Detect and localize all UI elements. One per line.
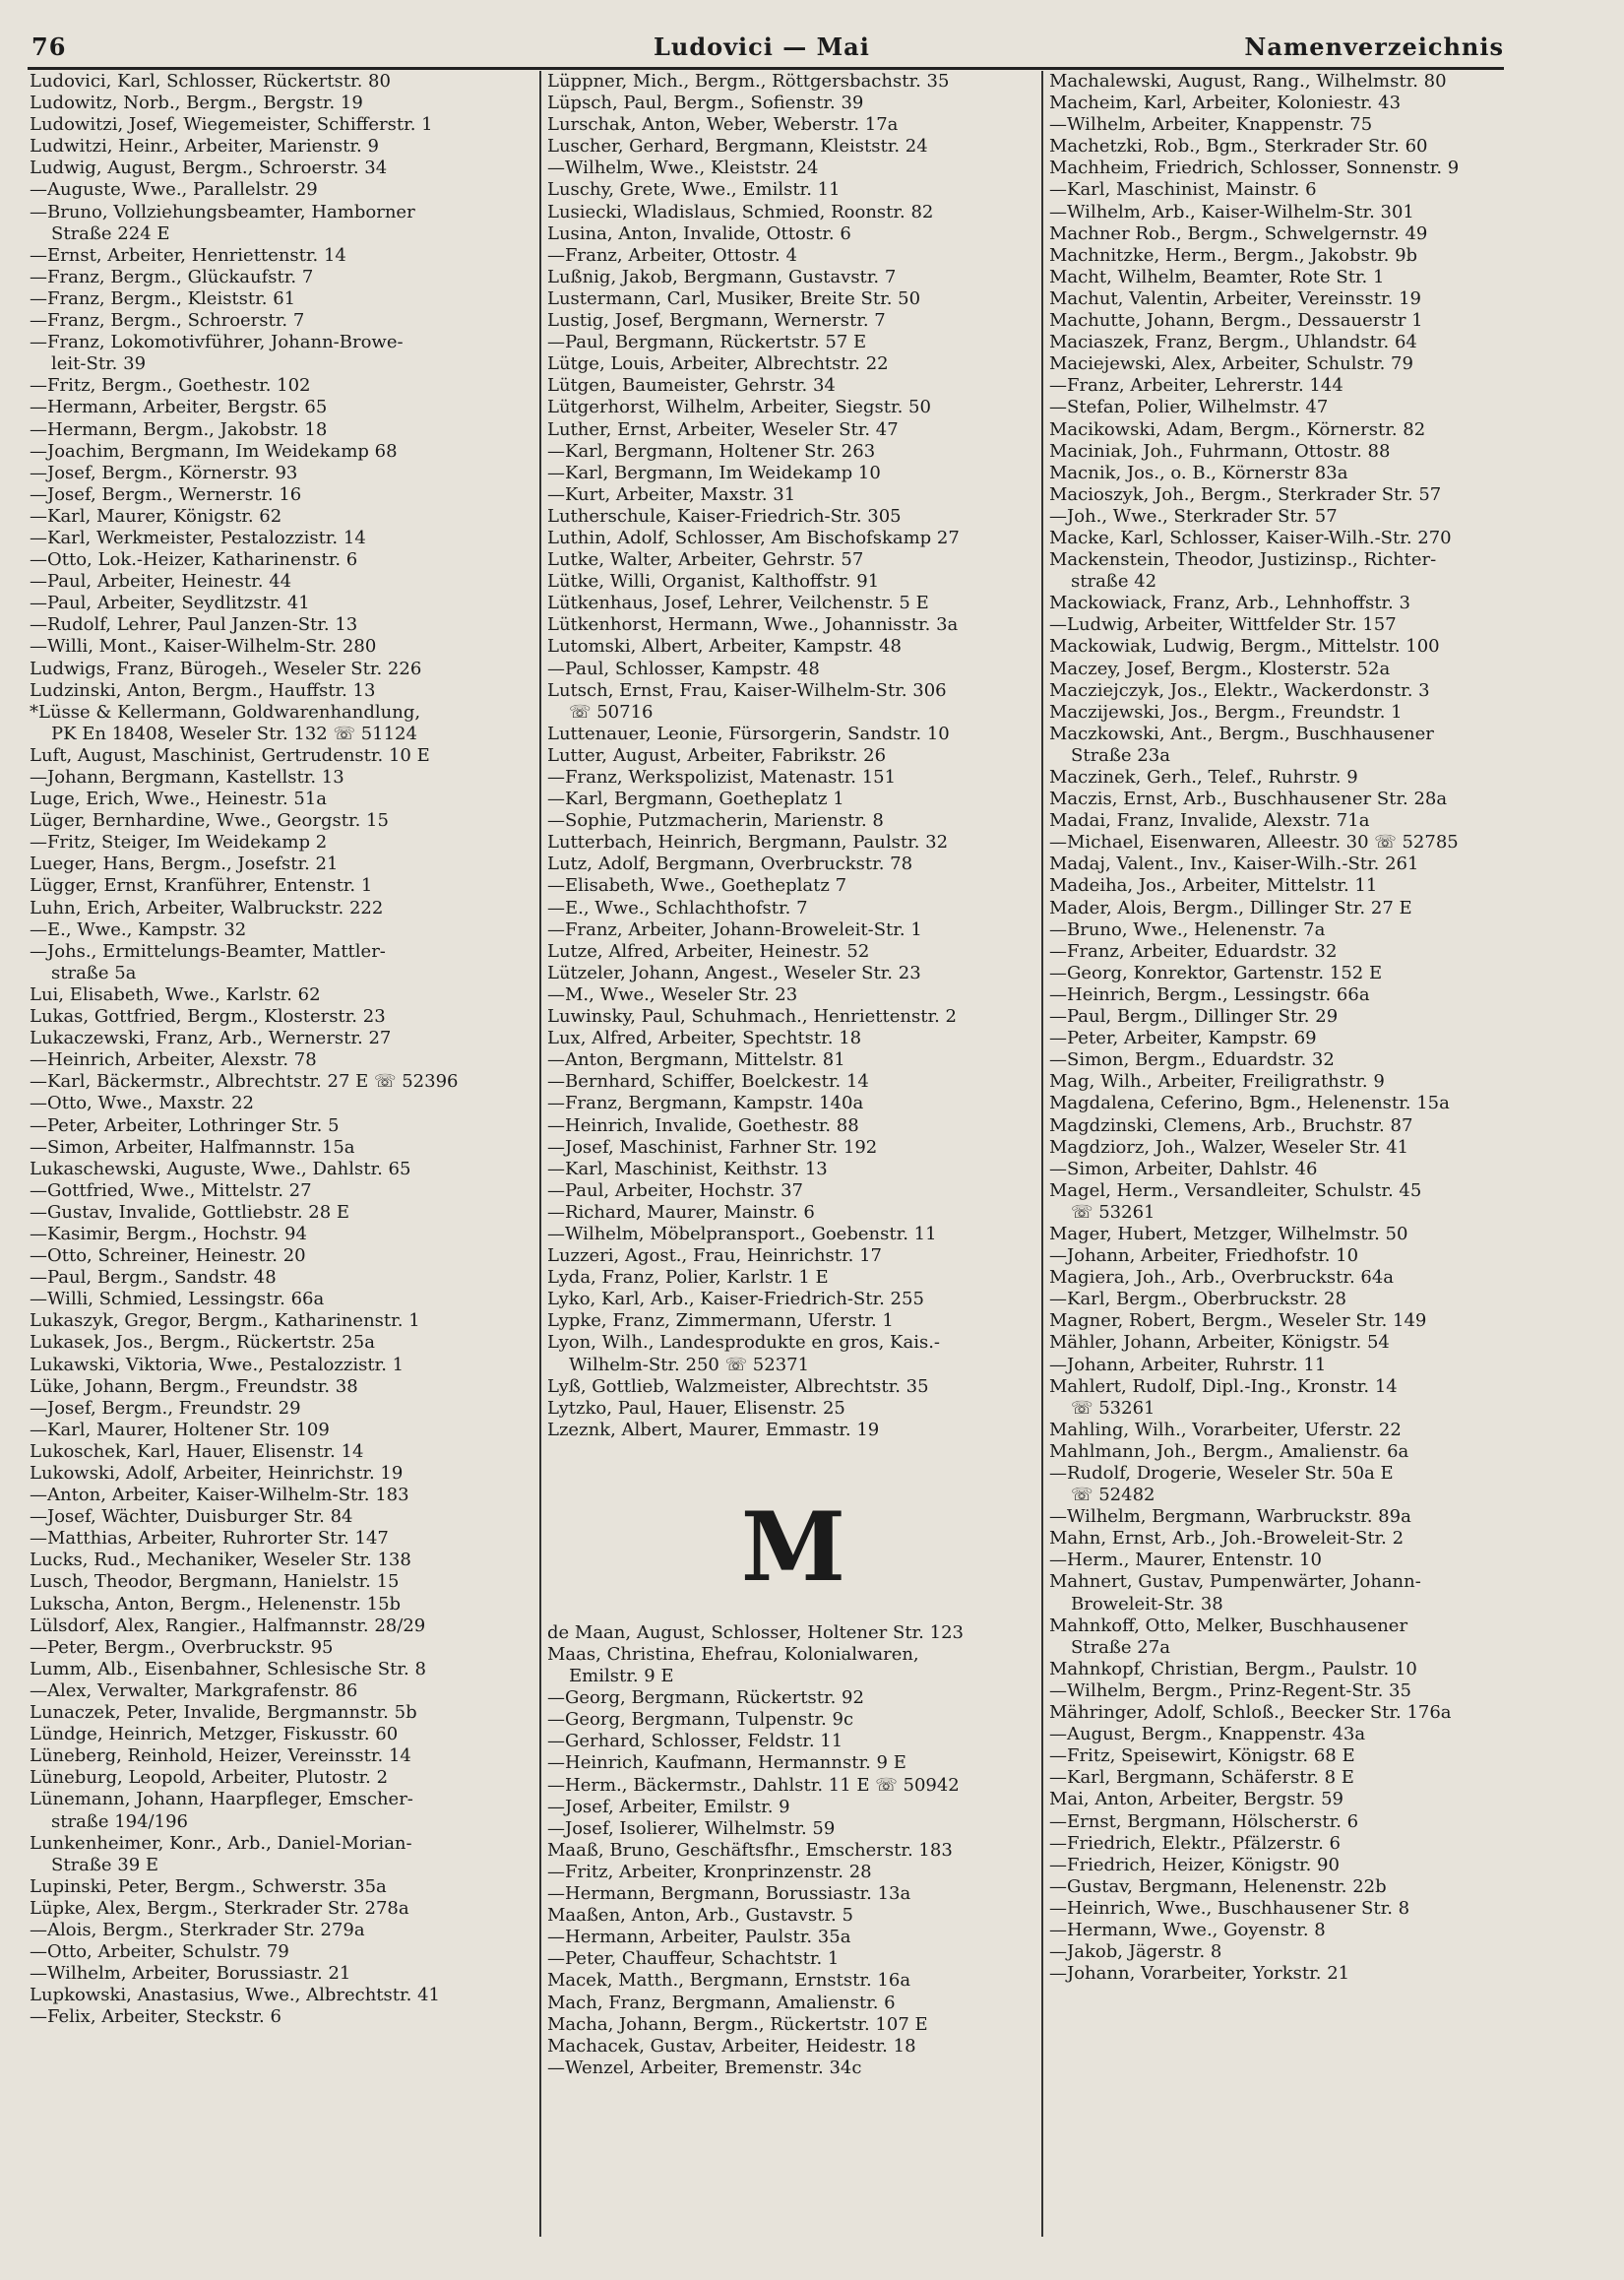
directory-entry: —Paul, Arbeiter, Heinestr. 44 bbox=[30, 571, 292, 593]
directory-entry: Lumm, Alb., Eisenbahner, Schlesische Str. 8 bbox=[30, 1658, 426, 1679]
directory-entry: —Johann, Arbeiter, Friedhofstr. 10 bbox=[1049, 1245, 1359, 1267]
directory-entry: Maciejewski, Alex, Arbeiter, Schulstr. 79 bbox=[1049, 353, 1413, 375]
directory-entry: Maczinek, Gerh., Telef., Ruhrstr. 9 bbox=[1049, 767, 1358, 788]
directory-entry: Magiera, Joh., Arb., Overbruckstr. 64a bbox=[1049, 1267, 1395, 1289]
directory-entry: Macke, Karl, Schlosser, Kaiser-Wilh.-Str. 270 bbox=[1049, 527, 1452, 548]
directory-entry: —Otto, Lok.-Heizer, Katharinenstr. 6 bbox=[30, 549, 358, 571]
directory-entry: ☏ 50716 bbox=[569, 701, 654, 723]
directory-entry: —Sophie, Putzmacherin, Marienstr. 8 bbox=[547, 810, 884, 832]
section-title: Namenverzeichnis bbox=[1244, 32, 1504, 61]
directory-entry: Lukasek, Jos., Bergm., Rückertstr. 25a bbox=[30, 1332, 375, 1354]
directory-entry: —Josef, Bergm., Wernerstr. 16 bbox=[30, 483, 302, 505]
directory-entry: Lypke, Franz, Zimmermann, Uferstr. 1 bbox=[547, 1310, 894, 1332]
directory-entry: Lüppner, Mich., Bergm., Röttgersbachstr. 35 bbox=[547, 71, 950, 92]
directory-entry: Macht, Wilhelm, Beamter, Rote Str. 1 bbox=[1049, 266, 1385, 287]
directory-entry: PK En 18408, Weseler Str. 132 ☏ 51124 bbox=[51, 723, 417, 744]
directory-entry: —Wilhelm, Arbeiter, Borussiastr. 21 bbox=[30, 1963, 351, 1985]
directory-entry: —Joh., Wwe., Sterkrader Str. 57 bbox=[1049, 505, 1338, 527]
directory-entry: Lux, Alfred, Arbeiter, Spechtstr. 18 bbox=[547, 1028, 862, 1049]
directory-entry: de Maan, August, Schlosser, Holtener Str. 123 bbox=[547, 1621, 964, 1643]
directory-entry: Mahnkoff, Otto, Melker, Buschhausener bbox=[1049, 1615, 1408, 1636]
directory-entry: —Willi, Schmied, Lessingstr. 66a bbox=[30, 1289, 325, 1310]
running-title: Ludovici — Mai bbox=[654, 32, 870, 61]
directory-entry: Lukawski, Viktoria, Wwe., Pestalozzistr. 1 bbox=[30, 1354, 405, 1375]
directory-entry: —Josef, Maschinist, Farhner Str. 192 bbox=[547, 1136, 878, 1158]
directory-entry: Mag, Wilh., Arbeiter, Freiligrathstr. 9 bbox=[1049, 1071, 1385, 1093]
directory-entry: —Heinrich, Invalide, Goethestr. 88 bbox=[547, 1114, 859, 1136]
directory-entry: —Franz, Arbeiter, Lehrerstr. 144 bbox=[1049, 375, 1343, 397]
directory-entry: leit-Str. 39 bbox=[51, 353, 147, 375]
directory-entry: Lukas, Gottfried, Bergm., Klosterstr. 23 bbox=[30, 1006, 386, 1028]
directory-entry: Mader, Alois, Bergm., Dillinger Str. 27 E bbox=[1049, 897, 1412, 918]
directory-entry: —Karl, Bergmann, Goetheplatz 1 bbox=[547, 789, 844, 810]
directory-entry: Lukscha, Anton, Bergm., Helenenstr. 15b bbox=[30, 1593, 402, 1615]
directory-entry: Machutte, Johann, Bergm., Dessauerstr 1 bbox=[1049, 310, 1423, 332]
directory-entry: Ludowitz, Norb., Bergm., Bergstr. 19 bbox=[30, 93, 363, 114]
directory-entry: —Georg, Bergmann, Tulpenstr. 9c bbox=[547, 1709, 854, 1731]
directory-entry: —Fritz, Steiger, Im Weidekamp 2 bbox=[30, 832, 328, 854]
directory-entry: Macha, Johann, Bergm., Rückertstr. 107 E bbox=[547, 2013, 928, 2035]
directory-entry: —Gerhard, Schlosser, Feldstr. 11 bbox=[547, 1731, 843, 1752]
directory-entry: Lutke, Walter, Arbeiter, Gehrstr. 57 bbox=[547, 549, 864, 571]
directory-entry: —Kurt, Arbeiter, Maxstr. 31 bbox=[547, 483, 796, 505]
directory-entry: Magdalena, Ceferino, Bgm., Helenenstr. 15a bbox=[1049, 1093, 1450, 1114]
directory-entry: —Johann, Bergmann, Kastellstr. 13 bbox=[30, 767, 344, 788]
directory-entry: Mackowiak, Ludwig, Bergm., Mittelstr. 100 bbox=[1049, 636, 1440, 658]
directory-entry: Lustig, Josef, Bergmann, Wernerstr. 7 bbox=[547, 310, 886, 332]
directory-entry: —Hermann, Bergm., Jakobstr. 18 bbox=[30, 418, 328, 440]
directory-entry: Lukoschek, Karl, Hauer, Elisenstr. 14 bbox=[30, 1440, 364, 1462]
directory-entry: Lukaczewski, Franz, Arb., Wernerstr. 27 bbox=[30, 1028, 392, 1049]
directory-entry: —Rudolf, Drogerie, Weseler Str. 50a E bbox=[1049, 1463, 1394, 1484]
directory-entry: —Heinrich, Bergm., Lessingstr. 66a bbox=[1049, 983, 1370, 1005]
directory-entry: Luft, August, Maschinist, Gertrudenstr. 10 E bbox=[30, 744, 430, 766]
directory-entry: —Hermann, Bergmann, Borussiastr. 13a bbox=[547, 1883, 911, 1905]
directory-entry: —Bruno, Wwe., Helenenstr. 7a bbox=[1049, 918, 1326, 940]
directory-entry: Maczijewski, Jos., Bergm., Freundstr. 1 bbox=[1049, 701, 1403, 723]
directory-entry: —Hermann, Arbeiter, Bergstr. 65 bbox=[30, 397, 328, 418]
directory-entry: Maczis, Ernst, Arb., Buschhausener Str. 28a bbox=[1049, 789, 1448, 810]
directory-entry: —Gustav, Bergmann, Helenenstr. 22b bbox=[1049, 1875, 1387, 1897]
directory-entry: —Willi, Mont., Kaiser-Wilhelm-Str. 280 bbox=[30, 636, 377, 658]
directory-entry: Maaßen, Anton, Arb., Gustavstr. 5 bbox=[547, 1905, 853, 1927]
directory-entry: ☏ 52482 bbox=[1071, 1485, 1156, 1506]
directory-entry: —Anton, Bergmann, Mittelstr. 81 bbox=[547, 1049, 845, 1071]
directory-entry: ☏ 53261 bbox=[1071, 1201, 1156, 1223]
directory-entry: Mai, Anton, Arbeiter, Bergstr. 59 bbox=[1049, 1789, 1344, 1810]
directory-entry: —Peter, Bergm., Overbruckstr. 95 bbox=[30, 1636, 334, 1658]
directory-entry: —Johann, Vorarbeiter, Yorkstr. 21 bbox=[1049, 1963, 1350, 1985]
directory-entry: —Franz, Arbeiter, Johann-Broweleit-Str. 1 bbox=[547, 918, 922, 940]
directory-entry: straße 194/196 bbox=[51, 1810, 188, 1832]
directory-entry: *Lüsse & Kellermann, Goldwarenhandlung, bbox=[30, 701, 421, 723]
directory-entry: —Josef, Bergm., Körnerstr. 93 bbox=[30, 462, 298, 483]
directory-entry: —Peter, Chauffeur, Schachtstr. 1 bbox=[547, 1948, 840, 1970]
directory-entry: —Franz, Bergm., Glückaufstr. 7 bbox=[30, 266, 314, 287]
directory-entry: Lutter, August, Arbeiter, Fabrikstr. 26 bbox=[547, 744, 887, 766]
directory-entry: —Friedrich, Elektr., Pfälzerstr. 6 bbox=[1049, 1832, 1341, 1854]
directory-entry: Machut, Valentin, Arbeiter, Vereinsstr. 19 bbox=[1049, 287, 1421, 309]
directory-entry: Lündge, Heinrich, Metzger, Fiskusstr. 60 bbox=[30, 1724, 399, 1745]
directory-entry: —Wilhelm, Bergmann, Warbruckstr. 89a bbox=[1049, 1506, 1411, 1528]
directory-entry: —Paul, Arbeiter, Seydlitzstr. 41 bbox=[30, 593, 310, 614]
directory-entry: Ludzinski, Anton, Bergm., Hauffstr. 13 bbox=[30, 679, 376, 701]
directory-entry: —Franz, Bergm., Kleiststr. 61 bbox=[30, 287, 296, 309]
directory-entry: —Peter, Arbeiter, Kampstr. 69 bbox=[1049, 1028, 1317, 1049]
directory-entry: Luthin, Adolf, Schlosser, Am Bischofskamp 27 bbox=[547, 527, 960, 548]
directory-entry: Lütke, Willi, Organist, Kalthoffstr. 91 bbox=[547, 571, 880, 593]
directory-entry: Lüneberg, Reinhold, Heizer, Vereinsstr. 14 bbox=[30, 1745, 411, 1767]
directory-entry: —Karl, Bergmann, Im Weidekamp 10 bbox=[547, 462, 881, 483]
column-middle-top bbox=[547, 71, 1039, 1441]
directory-entry: —Otto, Schreiner, Heinestr. 20 bbox=[30, 1245, 306, 1267]
directory-entry: Magdziorz, Joh., Walzer, Weseler Str. 41 bbox=[1049, 1136, 1409, 1158]
directory-entry: —Felix, Arbeiter, Steckstr. 6 bbox=[30, 2006, 281, 2028]
directory-entry: —Franz, Werkspolizist, Matenastr. 151 bbox=[547, 767, 897, 788]
directory-entry: —Simon, Bergm., Eduardstr. 32 bbox=[1049, 1049, 1335, 1071]
directory-entry: Luttenauer, Leonie, Fürsorgerin, Sandstr. 10 bbox=[547, 723, 950, 744]
directory-entry: Lui, Elisabeth, Wwe., Karlstr. 62 bbox=[30, 983, 321, 1005]
directory-entry: —Franz, Bergmann, Kampstr. 140a bbox=[547, 1093, 864, 1114]
directory-entry: —Michael, Eisenwaren, Alleestr. 30 ☏ 52785 bbox=[1049, 832, 1459, 854]
directory-entry: —Heinrich, Kaufmann, Hermannstr. 9 E bbox=[547, 1752, 906, 1774]
directory-entry: Lytzko, Paul, Hauer, Elisenstr. 25 bbox=[547, 1397, 845, 1419]
directory-entry: —Johann, Arbeiter, Ruhrstr. 11 bbox=[1049, 1354, 1327, 1375]
section-letter: M bbox=[740, 1490, 846, 1603]
directory-entry: —Ernst, Arbeiter, Henriettenstr. 14 bbox=[30, 244, 346, 266]
directory-entry: Lukaszyk, Gregor, Bergm., Katharinenstr. 1 bbox=[30, 1310, 420, 1332]
directory-entry: Straße 23a bbox=[1071, 744, 1170, 766]
directory-entry: Lunaczek, Peter, Invalide, Bergmannstr. 5b bbox=[30, 1702, 417, 1724]
directory-entry: Luzzeri, Agost., Frau, Heinrichstr. 17 bbox=[547, 1245, 883, 1267]
directory-entry: —Karl, Maschinist, Keithstr. 13 bbox=[547, 1158, 828, 1179]
directory-entry: —Wilhelm, Bergm., Prinz-Regent-Str. 35 bbox=[1049, 1679, 1411, 1701]
directory-entry: Macheim, Karl, Arbeiter, Koloniestr. 43 bbox=[1049, 93, 1402, 114]
directory-entry: —Paul, Bergm., Sandstr. 48 bbox=[30, 1267, 277, 1289]
column-right bbox=[1049, 71, 1512, 1985]
directory-entry: Lurschak, Anton, Weber, Weberstr. 17a bbox=[547, 114, 899, 136]
directory-entry: —Simon, Arbeiter, Dahlstr. 46 bbox=[1049, 1158, 1318, 1179]
directory-entry: Machner Rob., Bergm., Schwelgernstr. 49 bbox=[1049, 222, 1428, 244]
directory-entry: —Auguste, Wwe., Parallelstr. 29 bbox=[30, 179, 318, 201]
directory-entry: —Richard, Maurer, Mainstr. 6 bbox=[547, 1201, 815, 1223]
directory-entry: Lüpke, Alex, Bergm., Sterkrader Str. 278a bbox=[30, 1897, 409, 1919]
column-left bbox=[30, 71, 531, 2028]
directory-entry: Macek, Matth., Bergmann, Ernststr. 16a bbox=[547, 1970, 911, 1992]
directory-entry: —Kasimir, Bergm., Hochstr. 94 bbox=[30, 1223, 307, 1244]
directory-entry: —Wilhelm, Wwe., Kleiststr. 24 bbox=[547, 158, 819, 179]
directory-entry: Mahlmann, Joh., Bergm., Amalienstr. 6a bbox=[1049, 1440, 1409, 1462]
spacer bbox=[547, 1441, 1039, 1485]
directory-entry: —Herm., Bäckermstr., Dahlstr. 11 E ☏ 50942 bbox=[547, 1774, 960, 1796]
directory-entry: Macziejczyk, Jos., Elektr., Wackerdonstr. 3 bbox=[1049, 679, 1430, 701]
directory-entry: Lukowski, Adolf, Arbeiter, Heinrichstr. 19 bbox=[30, 1463, 404, 1484]
directory-entry: —Otto, Arbeiter, Schulstr. 79 bbox=[30, 1941, 289, 1963]
directory-entry: —Georg, Bergmann, Rückertstr. 92 bbox=[547, 1687, 864, 1709]
directory-entry: —Heinrich, Wwe., Buschhausener Str. 8 bbox=[1049, 1897, 1410, 1919]
directory-entry: —Otto, Wwe., Maxstr. 22 bbox=[30, 1093, 254, 1114]
page-number: 76 bbox=[31, 32, 67, 61]
directory-entry: Luther, Ernst, Arbeiter, Weseler Str. 47 bbox=[547, 418, 899, 440]
directory-entry: —Bernhard, Schiffer, Boelckestr. 14 bbox=[547, 1071, 869, 1093]
directory-entry: —Friedrich, Heizer, Königstr. 90 bbox=[1049, 1854, 1340, 1875]
directory-entry: —Fritz, Bergm., Goethestr. 102 bbox=[30, 375, 311, 397]
directory-entry: Lunkenheimer, Konr., Arb., Daniel-Morian- bbox=[30, 1832, 412, 1854]
directory-entry: —Josef, Bergm., Freundstr. 29 bbox=[30, 1397, 301, 1419]
directory-entry: —Karl, Maurer, Königstr. 62 bbox=[30, 505, 282, 527]
directory-entry: Lupinski, Peter, Bergm., Schwerstr. 35a bbox=[30, 1875, 387, 1897]
directory-entry: —Karl, Maurer, Holtener Str. 109 bbox=[30, 1419, 330, 1440]
directory-entry: Ludowitzi, Josef, Wiegemeister, Schifferstr. 1 bbox=[30, 114, 433, 136]
directory-entry: —Karl, Bergmann, Schäferstr. 8 E bbox=[1049, 1767, 1354, 1789]
directory-entry: Lütkenhorst, Hermann, Wwe., Johannisstr. 3a bbox=[547, 614, 959, 636]
directory-entry: —Paul, Schlosser, Kampstr. 48 bbox=[547, 658, 820, 679]
directory-entry: Macnik, Jos., o. B., Körnerstr 83a bbox=[1049, 462, 1348, 483]
directory-entry: Mach, Franz, Bergmann, Amalienstr. 6 bbox=[547, 1992, 896, 2013]
directory-entry: —August, Bergm., Knappenstr. 43a bbox=[1049, 1724, 1366, 1745]
directory-entry: —Matthias, Arbeiter, Ruhrorter Str. 147 bbox=[30, 1528, 389, 1550]
directory-entry: Lüke, Johann, Bergm., Freundstr. 38 bbox=[30, 1375, 358, 1397]
directory-entry: —Alex, Verwalter, Markgrafenstr. 86 bbox=[30, 1679, 358, 1701]
directory-entry: Maczkowski, Ant., Bergm., Buschhausener bbox=[1049, 723, 1434, 744]
directory-entry: Madeiha, Jos., Arbeiter, Mittelstr. 11 bbox=[1049, 875, 1378, 897]
directory-entry: —Paul, Bergm., Dillinger Str. 29 bbox=[1049, 1006, 1339, 1028]
directory-entry: —Franz, Arbeiter, Ottostr. 4 bbox=[547, 244, 797, 266]
directory-entry: Madaj, Valent., Inv., Kaiser-Wilh.-Str. 261 bbox=[1049, 854, 1419, 875]
directory-entry: —Elisabeth, Wwe., Goetheplatz 7 bbox=[547, 875, 847, 897]
directory-entry: Lutomski, Albert, Arbeiter, Kampstr. 48 bbox=[547, 636, 902, 658]
directory-entry: —Paul, Bergmann, Rückertstr. 57 E bbox=[547, 332, 867, 353]
directory-entry: Lustermann, Carl, Musiker, Breite Str. 50 bbox=[547, 287, 921, 309]
directory-entry: Mähringer, Adolf, Schloß., Beecker Str. 176a bbox=[1049, 1702, 1452, 1724]
directory-entry: Lüneburg, Leopold, Arbeiter, Plutostr. 2 bbox=[30, 1767, 389, 1789]
directory-entry: Lyß, Gottlieb, Walzmeister, Albrechtstr. 35 bbox=[547, 1375, 929, 1397]
directory-entry: Lusch, Theodor, Bergmann, Hanielstr. 15 bbox=[30, 1571, 400, 1593]
directory-entry: Mahnkopf, Christian, Bergm., Paulstr. 10 bbox=[1049, 1658, 1417, 1679]
directory-entry: straße 42 bbox=[1071, 571, 1157, 593]
directory-entry: —Wenzel, Arbeiter, Bremenstr. 34c bbox=[547, 2057, 862, 2078]
directory-entry: Lutze, Alfred, Arbeiter, Heinestr. 52 bbox=[547, 940, 870, 962]
directory-entry: Ludovici, Karl, Schlosser, Rückertstr. 80 bbox=[30, 71, 391, 92]
directory-entry: —Karl, Werkmeister, Pestalozzistr. 14 bbox=[30, 527, 366, 548]
directory-entry: Machetzki, Rob., Bgm., Sterkrader Str. 60 bbox=[1049, 136, 1428, 158]
directory-entry: Lütgen, Baumeister, Gehrstr. 34 bbox=[547, 375, 836, 397]
directory-entry: —Alois, Bergm., Sterkrader Str. 279a bbox=[30, 1919, 365, 1940]
directory-entry: Ludwigs, Franz, Bürogeh., Weseler Str. 226 bbox=[30, 658, 422, 679]
directory-entry: Lutz, Adolf, Bergmann, Overbruckstr. 78 bbox=[547, 854, 913, 875]
directory-entry: Lusina, Anton, Invalide, Ottostr. 6 bbox=[547, 222, 851, 244]
directory-entry: Magner, Robert, Bergm., Weseler Str. 149 bbox=[1049, 1310, 1427, 1332]
directory-entry: Luge, Erich, Wwe., Heinestr. 51a bbox=[30, 789, 328, 810]
directory-entry: Lutsch, Ernst, Frau, Kaiser-Wilhelm-Str. 306 bbox=[547, 679, 947, 701]
directory-entry: Lzeznk, Albert, Maurer, Emmastr. 19 bbox=[547, 1419, 880, 1440]
directory-entry: Lyda, Franz, Polier, Karlstr. 1 E bbox=[547, 1267, 829, 1289]
directory-entry: Lügger, Ernst, Kranführer, Entenstr. 1 bbox=[30, 875, 373, 897]
directory-entry: —Franz, Bergm., Schroerstr. 7 bbox=[30, 310, 305, 332]
directory-entry: ☏ 53261 bbox=[1071, 1397, 1156, 1419]
directory-entry: Emilstr. 9 E bbox=[569, 1666, 674, 1687]
directory-entry: —Peter, Arbeiter, Lothringer Str. 5 bbox=[30, 1114, 340, 1136]
directory-entry: —E., Wwe., Kampstr. 32 bbox=[30, 918, 247, 940]
directory-entry: —Ludwig, Arbeiter, Wittfelder Str. 157 bbox=[1049, 614, 1397, 636]
directory-entry: Lüger, Bernhardine, Wwe., Georgstr. 15 bbox=[30, 810, 389, 832]
directory-entry: Ludwitzi, Heinr., Arbeiter, Marienstr. 9 bbox=[30, 136, 379, 158]
directory-entry: Lupkowski, Anastasius, Wwe., Albrechtstr. 41 bbox=[30, 1985, 440, 2006]
directory-entry: Luscher, Gerhard, Bergmann, Kleiststr. 24 bbox=[547, 136, 928, 158]
directory-entry: Machalewski, August, Rang., Wilhelmstr. 80 bbox=[1049, 71, 1447, 92]
directory-entry: Maciaszek, Franz, Bergm., Uhlandstr. 64 bbox=[1049, 332, 1417, 353]
directory-entry: Lünemann, Johann, Haarpfleger, Emscher- bbox=[30, 1789, 413, 1810]
directory-entry: —Fritz, Speisewirt, Königstr. 68 E bbox=[1049, 1745, 1355, 1767]
directory-entry: —Josef, Wächter, Duisburger Str. 84 bbox=[30, 1506, 353, 1528]
directory-entry: —Bruno, Vollziehungsbeamter, Hamborner bbox=[30, 201, 415, 222]
directory-entry: Luhn, Erich, Arbeiter, Walbruckstr. 222 bbox=[30, 897, 384, 918]
directory-entry: Lucks, Rud., Mechaniker, Weseler Str. 138 bbox=[30, 1550, 411, 1571]
directory-entry: Luwinsky, Paul, Schuhmach., Henriettenstr. 2 bbox=[547, 1006, 957, 1028]
directory-entry: Machacek, Gustav, Arbeiter, Heidestr. 18 bbox=[547, 2035, 916, 2057]
directory-entry: Magdzinski, Clemens, Arb., Bruchstr. 87 bbox=[1049, 1114, 1413, 1136]
directory-entry: —Herm., Maurer, Entenstr. 10 bbox=[1049, 1550, 1322, 1571]
directory-entry: Lußnig, Jakob, Bergmann, Gustavstr. 7 bbox=[547, 266, 897, 287]
directory-entry: Lütgerhorst, Wilhelm, Arbeiter, Siegstr. 50 bbox=[547, 397, 931, 418]
directory-entry: —Josef, Isolierer, Wilhelmstr. 59 bbox=[547, 1817, 836, 1839]
directory-entry: Straße 27a bbox=[1071, 1636, 1170, 1658]
directory-entry: —Hermann, Wwe., Goyenstr. 8 bbox=[1049, 1919, 1326, 1940]
directory-entry: —Wilhelm, Möbelpransport., Goebenstr. 11 bbox=[547, 1223, 937, 1244]
directory-entry: Mahlert, Rudolf, Dipl.-Ing., Kronstr. 14 bbox=[1049, 1375, 1398, 1397]
directory-entry: —Simon, Arbeiter, Halfmannstr. 15a bbox=[30, 1136, 355, 1158]
directory-entry: Mackenstein, Theodor, Justizinsp., Richter- bbox=[1049, 549, 1437, 571]
directory-entry: Lyko, Karl, Arb., Kaiser-Friedrich-Str. 255 bbox=[547, 1289, 924, 1310]
directory-entry: Straße 224 E bbox=[51, 222, 170, 244]
directory-entry: Lütkenhaus, Josef, Lehrer, Veilchenstr. 5 E bbox=[547, 593, 929, 614]
directory-entry: Straße 39 E bbox=[51, 1854, 159, 1875]
directory-entry: —Karl, Bergmann, Holtener Str. 263 bbox=[547, 440, 876, 462]
directory-entry: Maczey, Josef, Bergm., Klosterstr. 52a bbox=[1049, 658, 1391, 679]
directory-entry: —Karl, Bergm., Oberbruckstr. 28 bbox=[1049, 1289, 1346, 1310]
directory-entry: Lütge, Louis, Arbeiter, Albrechtstr. 22 bbox=[547, 353, 889, 375]
directory-entry: —Gustav, Invalide, Gottliebstr. 28 E bbox=[30, 1201, 350, 1223]
directory-entry: —Heinrich, Arbeiter, Alexstr. 78 bbox=[30, 1049, 317, 1071]
directory-entry: Mackowiack, Franz, Arb., Lehnhoffstr. 3 bbox=[1049, 593, 1410, 614]
directory-entry: Ludwig, August, Bergm., Schroerstr. 34 bbox=[30, 158, 388, 179]
directory-entry: Mager, Hubert, Metzger, Wilhelmstr. 50 bbox=[1049, 1223, 1408, 1244]
directory-entry: Madai, Franz, Invalide, Alexstr. 71a bbox=[1049, 810, 1370, 832]
directory-entry: —Karl, Bäckermstr., Albrechtstr. 27 E ☏ 52396 bbox=[30, 1071, 459, 1093]
directory-entry: Magel, Herm., Versandleiter, Schulstr. 45 bbox=[1049, 1179, 1422, 1201]
directory-entry: straße 5a bbox=[51, 962, 137, 983]
directory-entry: —Franz, Arbeiter, Eduardstr. 32 bbox=[1049, 940, 1338, 962]
column-divider bbox=[539, 71, 541, 2237]
directory-entry: —Franz, Lokomotivführer, Johann-Browe- bbox=[30, 332, 404, 353]
directory-entry: Lülsdorf, Alex, Rangier., Halfmannstr. 28/29 bbox=[30, 1615, 426, 1636]
directory-entry: —Anton, Arbeiter, Kaiser-Wilhelm-Str. 183 bbox=[30, 1485, 409, 1506]
directory-entry: —Wilhelm, Arb., Kaiser-Wilhelm-Str. 301 bbox=[1049, 201, 1414, 222]
directory-entry: Wilhelm-Str. 250 ☏ 52371 bbox=[569, 1354, 810, 1375]
directory-entry: —Fritz, Arbeiter, Kronprinzenstr. 28 bbox=[547, 1861, 872, 1882]
directory-entry: Macikowski, Adam, Bergm., Körnerstr. 82 bbox=[1049, 418, 1426, 440]
directory-entry: —Karl, Maschinist, Mainstr. 6 bbox=[1049, 179, 1317, 201]
directory-entry: Lusiecki, Wladislaus, Schmied, Roonstr. 82 bbox=[547, 201, 934, 222]
directory-entry: —Rudolf, Lehrer, Paul Janzen-Str. 13 bbox=[30, 614, 358, 636]
directory-entry: Mahnert, Gustav, Pumpenwärter, Johann- bbox=[1049, 1571, 1421, 1593]
directory-entry: —Johs., Ermittelungs-Beamter, Mattler- bbox=[30, 940, 386, 962]
directory-entry: —Paul, Arbeiter, Hochstr. 37 bbox=[547, 1179, 803, 1201]
directory-entry: Macioszyk, Joh., Bergm., Sterkrader Str. 57 bbox=[1049, 483, 1442, 505]
directory-entry: Maas, Christina, Ehefrau, Kolonialwaren, bbox=[547, 1644, 919, 1665]
header-rule bbox=[28, 67, 1504, 70]
directory-entry: Luschy, Grete, Wwe., Emilstr. 11 bbox=[547, 179, 841, 201]
directory-entry: —Ernst, Bergmann, Hölscherstr. 6 bbox=[1049, 1810, 1359, 1832]
column-middle-bottom bbox=[547, 1622, 1039, 2079]
directory-entry: Mahn, Ernst, Arb., Joh.-Broweleit-Str. 2 bbox=[1049, 1528, 1405, 1550]
page-header bbox=[28, 30, 1504, 65]
directory-entry: Mähler, Johann, Arbeiter, Königstr. 54 bbox=[1049, 1332, 1390, 1354]
directory-entry: Lukaschewski, Auguste, Wwe., Dahlstr. 65 bbox=[30, 1158, 411, 1179]
directory-entry: Lutherschule, Kaiser-Friedrich-Str. 305 bbox=[547, 505, 902, 527]
directory-entry: —E., Wwe., Schlachthofstr. 7 bbox=[547, 897, 808, 918]
directory-entry: Machheim, Friedrich, Schlosser, Sonnenstr. 9 bbox=[1049, 158, 1460, 179]
directory-entry: Lyon, Wilh., Landesprodukte en gros, Kais.- bbox=[547, 1332, 941, 1354]
directory-entry: —Jakob, Jägerstr. 8 bbox=[1049, 1941, 1222, 1963]
directory-entry: Maaß, Bruno, Geschäftsfhr., Emscherstr. 183 bbox=[547, 1839, 953, 1861]
directory-entry: Maciniak, Joh., Fuhrmann, Ottostr. 88 bbox=[1049, 440, 1391, 462]
directory-entry: —Wilhelm, Arbeiter, Knappenstr. 75 bbox=[1049, 114, 1373, 136]
directory-entry: Lueger, Hans, Bergm., Josefstr. 21 bbox=[30, 854, 339, 875]
directory-entry: —Josef, Arbeiter, Emilstr. 9 bbox=[547, 1796, 790, 1817]
directory-entry: —Hermann, Arbeiter, Paulstr. 35a bbox=[547, 1927, 851, 1948]
directory-entry: Lutterbach, Heinrich, Bergmann, Paulstr. 32 bbox=[547, 832, 949, 854]
directory-entry: —Gottfried, Wwe., Mittelstr. 27 bbox=[30, 1179, 312, 1201]
directory-entry: Lüpsch, Paul, Bergm., Sofienstr. 39 bbox=[547, 93, 864, 114]
column-divider bbox=[1041, 71, 1043, 2237]
directory-entry: Mahling, Wilh., Vorarbeiter, Uferstr. 22 bbox=[1049, 1419, 1402, 1440]
directory-entry: Broweleit-Str. 38 bbox=[1071, 1593, 1223, 1615]
directory-entry: Lützeler, Johann, Angest., Weseler Str. 23 bbox=[547, 962, 921, 983]
directory-entry: —M., Wwe., Weseler Str. 23 bbox=[547, 983, 798, 1005]
directory-entry: Machnitzke, Herm., Bergm., Jakobstr. 9b bbox=[1049, 244, 1418, 266]
directory-entry: —Georg, Konrektor, Gartenstr. 152 E bbox=[1049, 962, 1383, 983]
column-middle bbox=[547, 71, 1039, 2079]
directory-entry: —Joachim, Bergmann, Im Weidekamp 68 bbox=[30, 440, 398, 462]
directory-entry: —Stefan, Polier, Wilhelmstr. 47 bbox=[1049, 397, 1329, 418]
